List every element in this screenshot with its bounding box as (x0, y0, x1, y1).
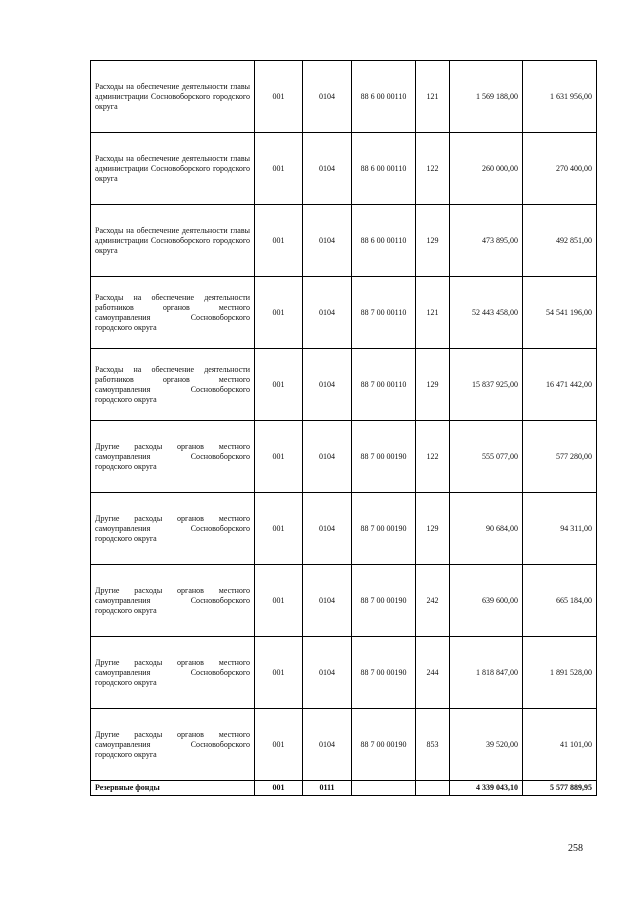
cell-admin-code: 001 (255, 637, 303, 709)
cell-admin-code: 001 (255, 349, 303, 421)
cell-amount-1: 4 339 043,10 (450, 781, 523, 796)
cell-amount-2: 492 851,00 (523, 205, 597, 277)
cell-target-code: 88 7 00 00190 (352, 637, 416, 709)
cell-name: Расходы на обеспечение деятельности работников органов местного самоуправления Сосновоборского городского округа (91, 277, 255, 349)
table-row (91, 421, 597, 493)
cell-amount-2: 577 280,00 (523, 421, 597, 493)
table-row (91, 205, 597, 277)
cell-expense-type: 244 (416, 637, 450, 709)
cell-amount-1: 15 837 925,00 (450, 349, 523, 421)
cell-target-code: 88 7 00 00190 (352, 421, 416, 493)
cell-amount-2: 16 471 442,00 (523, 349, 597, 421)
cell-name: Другие расходы органов местного самоуправления Сосновоборского городского округа (91, 637, 255, 709)
total-row-reserve-funds (91, 781, 597, 796)
cell-amount-1: 473 895,00 (450, 205, 523, 277)
table-row (91, 637, 597, 709)
table-row (91, 277, 597, 349)
cell-amount-2: 5 577 889,95 (523, 781, 597, 796)
cell-amount-1: 1 569 188,00 (450, 61, 523, 133)
cell-amount-2: 665 184,00 (523, 565, 597, 637)
cell-admin-code: 001 (255, 709, 303, 781)
cell-expense-type: 853 (416, 709, 450, 781)
cell-target-code: 88 6 00 00110 (352, 133, 416, 205)
cell-amount-1: 39 520,00 (450, 709, 523, 781)
cell-amount-1: 90 684,00 (450, 493, 523, 565)
cell-name: Расходы на обеспечение деятельности главы администрации Сосновоборского городского округа (91, 205, 255, 277)
cell-name: Расходы на обеспечение деятельности главы администрации Сосновоборского городского округа (91, 61, 255, 133)
cell-target-code: 88 7 00 00110 (352, 349, 416, 421)
cell-admin-code: 001 (255, 565, 303, 637)
cell-admin-code: 001 (255, 421, 303, 493)
cell-expense-type: 129 (416, 205, 450, 277)
cell-expense-type: 121 (416, 277, 450, 349)
table-row (91, 709, 597, 781)
cell-section-code: 0104 (303, 133, 352, 205)
cell-expense-type (416, 781, 450, 796)
cell-section-code: 0104 (303, 565, 352, 637)
cell-amount-2: 94 311,00 (523, 493, 597, 565)
cell-expense-type: 242 (416, 565, 450, 637)
cell-amount-2: 54 541 196,00 (523, 277, 597, 349)
cell-name: Расходы на обеспечение деятельности главы администрации Сосновоборского городского округа (91, 133, 255, 205)
cell-section-code: 0104 (303, 421, 352, 493)
cell-amount-1: 52 443 458,00 (450, 277, 523, 349)
page-number: 258 (568, 843, 583, 854)
cell-target-code: 88 7 00 00190 (352, 493, 416, 565)
table-body (91, 61, 597, 796)
cell-section-code: 0104 (303, 277, 352, 349)
cell-name: Другие расходы органов местного самоуправления Сосновоборского городского округа (91, 709, 255, 781)
table-row (91, 493, 597, 565)
cell-name: Другие расходы органов местного самоуправления Сосновоборского городского округа (91, 493, 255, 565)
cell-expense-type: 121 (416, 61, 450, 133)
cell-target-code: 88 6 00 00110 (352, 61, 416, 133)
cell-section-code: 0104 (303, 61, 352, 133)
cell-expense-type: 129 (416, 349, 450, 421)
cell-section-code: 0104 (303, 637, 352, 709)
cell-expense-type: 122 (416, 133, 450, 205)
cell-section-code: 0104 (303, 709, 352, 781)
table-row (91, 565, 597, 637)
cell-section-code: 0111 (303, 781, 352, 796)
table-row (91, 349, 597, 421)
cell-section-code: 0104 (303, 493, 352, 565)
cell-expense-type: 129 (416, 493, 450, 565)
cell-admin-code: 001 (255, 493, 303, 565)
cell-section-code: 0104 (303, 349, 352, 421)
budget-table (90, 60, 597, 796)
cell-amount-1: 555 077,00 (450, 421, 523, 493)
cell-amount-2: 1 631 956,00 (523, 61, 597, 133)
cell-admin-code: 001 (255, 133, 303, 205)
cell-expense-type: 122 (416, 421, 450, 493)
cell-target-code (352, 781, 416, 796)
cell-name: Расходы на обеспечение деятельности работников органов местного самоуправления Сосновоборского городского округа (91, 349, 255, 421)
cell-target-code: 88 7 00 00190 (352, 565, 416, 637)
cell-name: Другие расходы органов местного самоуправления Сосновоборского городского округа (91, 565, 255, 637)
cell-admin-code: 001 (255, 205, 303, 277)
cell-amount-2: 41 101,00 (523, 709, 597, 781)
cell-amount-1: 1 818 847,00 (450, 637, 523, 709)
cell-amount-2: 270 400,00 (523, 133, 597, 205)
cell-admin-code: 001 (255, 781, 303, 796)
cell-name: Резервные фонды (91, 781, 255, 796)
table-row (91, 61, 597, 133)
cell-name: Другие расходы органов местного самоуправления Сосновоборского городского округа (91, 421, 255, 493)
table-row (91, 133, 597, 205)
cell-admin-code: 001 (255, 61, 303, 133)
cell-amount-1: 639 600,00 (450, 565, 523, 637)
cell-target-code: 88 6 00 00110 (352, 205, 416, 277)
cell-target-code: 88 7 00 00190 (352, 709, 416, 781)
cell-target-code: 88 7 00 00110 (352, 277, 416, 349)
cell-amount-2: 1 891 528,00 (523, 637, 597, 709)
cell-amount-1: 260 000,00 (450, 133, 523, 205)
cell-admin-code: 001 (255, 277, 303, 349)
cell-section-code: 0104 (303, 205, 352, 277)
